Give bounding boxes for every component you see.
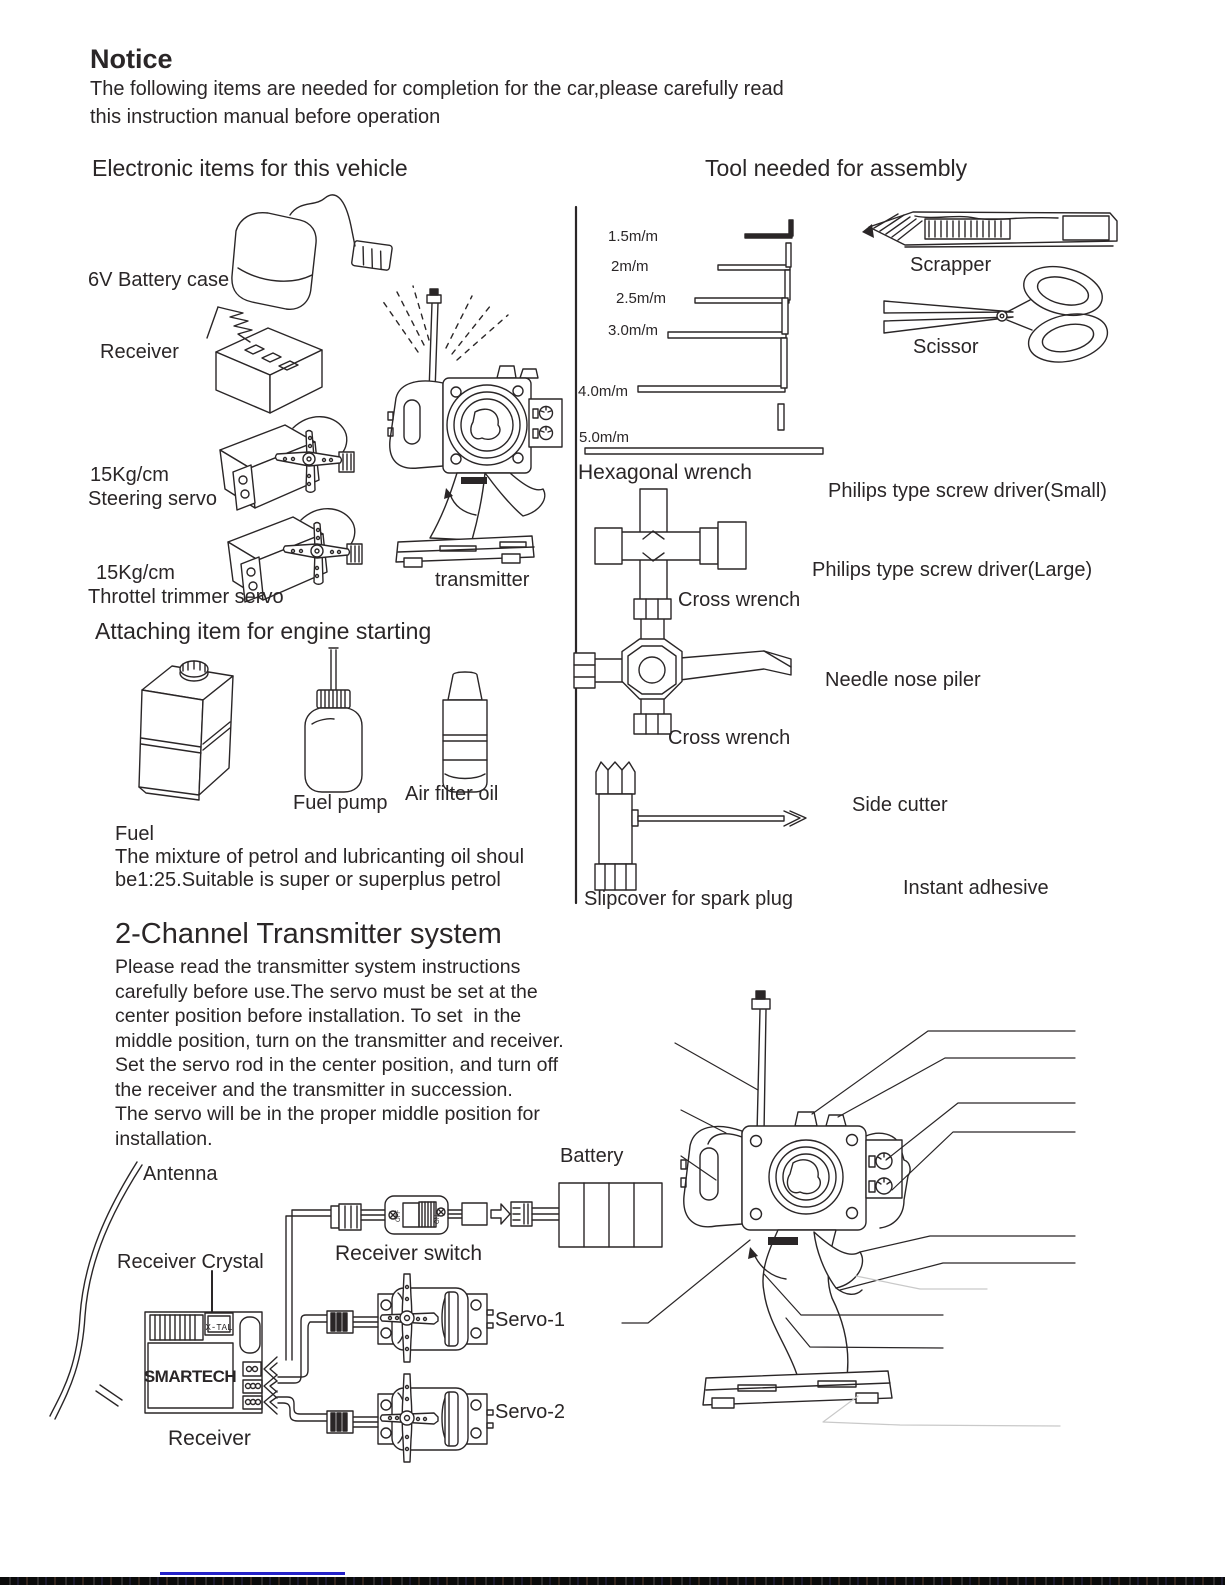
wiring-diagram	[50, 1162, 662, 1462]
label-scrapper: Scrapper	[910, 254, 992, 276]
section-title-electronics: Electronic items for this vehicle	[92, 155, 408, 181]
receiver-brand: SMARTECH	[143, 1367, 237, 1386]
label-throttle-servo: Throttel trimmer servo	[88, 586, 284, 608]
cross-wrench-1-drawing	[595, 489, 746, 602]
tx-instructions-line-8: installation.	[115, 1128, 213, 1150]
air-filter-oil-drawing	[443, 672, 487, 792]
label-fuel-pump: Fuel pump	[293, 792, 388, 814]
label-battery-diagram: Battery	[560, 1145, 624, 1167]
label-philips-small: Philips type screw driver(Small)	[828, 480, 1107, 502]
steering-servo-drawing	[220, 417, 354, 510]
battery-case-drawing	[232, 195, 393, 309]
xtal-chip-label: X-TAL	[205, 1323, 233, 1333]
section-title-transmitter-system: 2-Channel Transmitter system	[115, 918, 502, 950]
tx-instructions-line-2: carefully before use.The servo must be set at the	[115, 981, 538, 1003]
label-steering-servo: Steering servo	[88, 488, 217, 510]
label-hex-2-5: 2.5m/m	[616, 290, 667, 307]
section-title-engine-starting: Attaching item for engine starting	[95, 618, 432, 644]
tx-instructions-line-3: center position before installation. To set in the	[115, 1005, 522, 1027]
fuel-note-line-2: be1:25.Suitable is super or superplus petrol	[115, 869, 501, 891]
switch-on-label: ON	[435, 1215, 441, 1224]
notice-line-1: The following items are needed for completion for the car,please carefully read	[90, 78, 784, 100]
footer-blue-underline	[160, 1572, 345, 1575]
label-servo1-rating: 15Kg/cm	[90, 464, 169, 486]
fuel-can-drawing	[139, 661, 233, 800]
transmitter-large-drawing	[681, 991, 910, 1408]
label-servo2-rating: 15Kg/cm	[96, 562, 175, 584]
label-hex-2: 2m/m	[611, 258, 649, 275]
label-needle-nose-plier: Needle nose piler	[825, 669, 981, 691]
tx-instructions-line-6: the receiver and the transmitter in succession.	[115, 1079, 513, 1101]
label-antenna: Antenna	[143, 1163, 218, 1185]
receiver-top-drawing	[207, 307, 322, 413]
label-receiver-item: Receiver	[100, 341, 179, 363]
label-receiver-crystal: Receiver Crystal	[117, 1251, 264, 1273]
label-hex-3: 3.0m/m	[608, 322, 659, 339]
fuel-note-line-1: The mixture of petrol and lubricanting oil shoul	[115, 846, 525, 868]
label-hex-1-5: 1.5m/m	[608, 228, 659, 245]
cross-wrench-2-drawing	[574, 599, 791, 734]
label-receiver-diagram: Receiver	[168, 1427, 251, 1450]
tx-instructions-line-7: The servo will be in the proper middle position for	[115, 1103, 540, 1125]
label-hex-5: 5.0m/m	[579, 429, 630, 446]
label-side-cutter: Side cutter	[852, 794, 948, 816]
label-cross-wrench-2: Cross wrench	[668, 727, 791, 749]
notice-line-2: this instruction manual before operation	[90, 106, 441, 128]
slipcover-spark-plug-drawing	[595, 762, 806, 890]
label-receiver-switch: Receiver switch	[335, 1242, 483, 1265]
tx-instructions-line-1: Please read the transmitter system instructions	[115, 956, 521, 978]
section-title-tools: Tool needed for assembly	[705, 155, 968, 181]
fuel-heading: Fuel	[115, 823, 154, 845]
label-transmitter: transmitter	[435, 569, 530, 591]
transmitter-small-drawing	[382, 286, 562, 567]
page-title: Notice	[90, 44, 173, 74]
label-hexagonal-wrench: Hexagonal wrench	[578, 461, 752, 484]
label-slipcover: Slipcover for spark plug	[584, 888, 793, 910]
tx-instructions-line-5: Set the servo rod in the center position, and turn off	[115, 1054, 558, 1076]
label-servo-1: Servo-1	[495, 1309, 566, 1331]
label-philips-large: Philips type screw driver(Large)	[812, 559, 1093, 581]
label-air-filter-oil: Air filter oil	[405, 783, 499, 805]
label-servo-2: Servo-2	[495, 1401, 566, 1423]
label-instant-adhesive: Instant adhesive	[903, 877, 1049, 899]
page-edge-scan-bar	[0, 1577, 1225, 1585]
fuel-pump-drawing	[305, 648, 362, 792]
switch-off-label: OFF	[396, 1210, 402, 1222]
tx-instructions-line-4: middle position, turn on the transmitter and receiver.	[115, 1030, 564, 1052]
label-scissor: Scissor	[913, 336, 979, 358]
label-cross-wrench-1: Cross wrench	[678, 589, 801, 611]
label-battery-case: 6V Battery case	[88, 269, 230, 291]
scrapper-drawing	[862, 212, 1117, 247]
label-hex-4: 4.0m/m	[578, 383, 629, 400]
